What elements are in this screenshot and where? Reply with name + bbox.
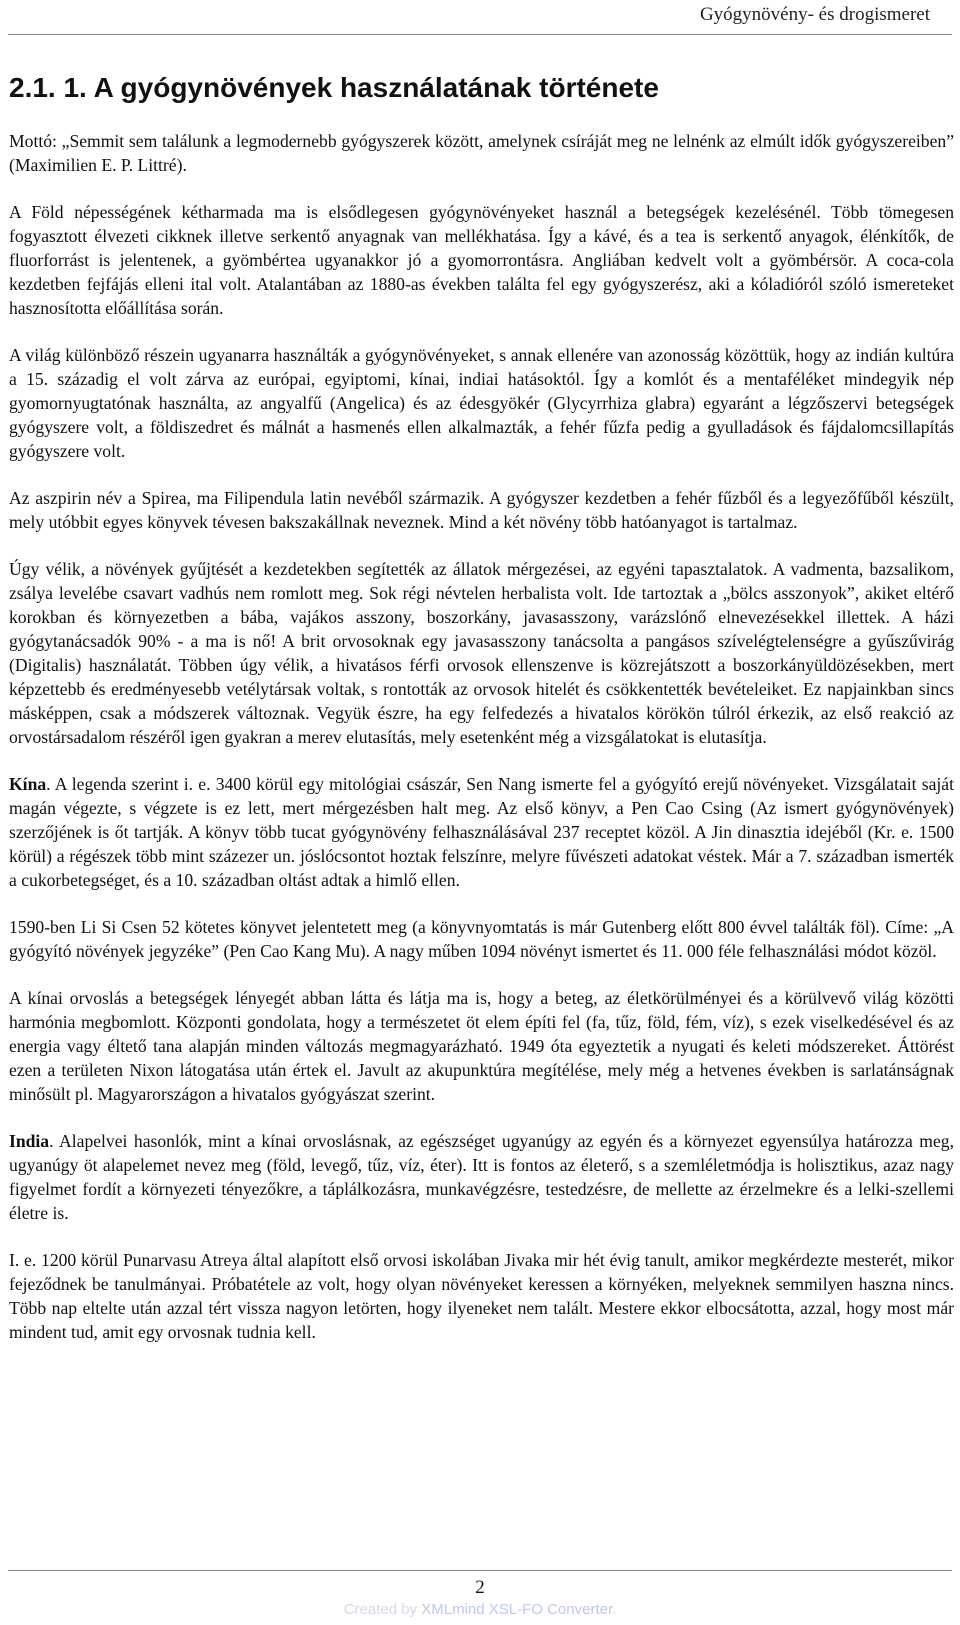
paragraph-lead: Kína [9,774,47,794]
paragraph [9,200,954,320]
paragraph [9,486,954,534]
generator-footer [0,1601,960,1618]
paragraph-india [9,1129,954,1225]
paragraph-text: I. e. 1200 körül Punarvasu Atreya által alapított első orvosi iskolában Jivaka mir hét évig tanult, amikor megkérdezte mesterét, mikor fejeződnek be tanulmányai. Próbatétele az volt, hogy olyan növényeket keressen a környéken, melyeknek semmilyen haszna nincs. Több nap eltelte után azzal tért vissza nagyon letörten, hogy ilyeneket nem talált. Mestere ekkor elbocsátotta, azzal, hogy most már mindent tud, amit egy orvosnak tudnia kell. [9,1250,954,1342]
page-number: 2 [475,1577,485,1598]
footer-prefix: Created by [343,1601,422,1618]
footer-suffix: . [612,1601,617,1618]
section-heading: 2.1. 1. A gyógynövények használatának története [9,72,659,103]
paragraph-text: Úgy vélik, a növények gyűjtését a kezdetekben segítették az állatok mérgezései, az egyéni tapasztalatok. A vadmenta, bazsalikom, zsálya levelébe csavart vadhús nem romlott meg. Sok régi névtelen herbalista volt. Ide tartoztak a „bölcs asszonyok”, akiket eltérő korokban és környezetben a bába, vajákos asszony, boszorkány, javasasszony, varázslónő elnevezésekkel illettek. A házi gyógytanácsadók 90% - a ma is nő! A brit orvosoknak egy javasasszony tanácsolta a pangásos szívelégtelenségre a gyűszűvirág (Digitalis) használatát. Többen úgy vélik, a hivatásos férfi orvosok ellenszenve is közrejátszott a boszorkányüldözésekben, mert képzettebb és eredményesebb vetélytársak voltak, s rontották az orvosok hitelét és csökkentették bevételeiket. Ez napjainkban sincs másképpen, csak a módszerek változnak. Vegyük észre, ha egy felfedezés a hivatalos körökön túlról érkezik, az első reakció az orvostársadalom részéről igen gyakran a merev elutasítás, mely esetenként még a vizsgálatokat is elutasítja. [9,559,954,747]
footer-rule [8,1570,952,1571]
paragraph [9,986,954,1106]
paragraph-text: . A legenda szerint i. e. 3400 körül egy mitológiai császár, Sen Nang ismerte fel a gyógyító erejű növényeket. Vizsgálatait saját magán végezte, s végzete is ez lett, mert mérgezésben halt meg. Az első könyv, a Pen Cao Csing (Az ismert gyógynövények) szerzőjének is őt tartják. A könyv több tucat gyógynövény felhasználásával 237 receptet közöl. A Jin dinasztia idejéből (Kr. e. 1500 körül) a régészek több mint százezer un. jóslócsontot hoztak felszínre, melyre fűvészeti adatokat véstek. Már a 7. században ismerték a cukorbetegséget, és a 10. században oltást adtak a himlő ellen. [9,774,954,890]
paragraph-text: 1590-ben Li Si Csen 52 kötetes könyvet jelentetett meg (a könyvnyomtatás is már Gutenberg előtt 800 évvel találták föl). Címe: „A gyógyító növények jegyzéke” (Pen Cao Kang Mu). A nagy műben 1094 növényt ismertet és 11. 000 féle felhasználási módot közöl. [9,917,954,961]
paragraph [9,915,954,963]
paragraph-text: Az aszpirin név a Spirea, ma Filipendula latin nevéből származik. A gyógyszer kezdetben a fehér fűzből és a legyezőfűből készült, mely utóbbit egyes könyvek tévesen bakszakállnak neveznek. Mind a két növény több hatóanyagot is tartalmaz. [9,488,954,532]
running-header: Gyógynövény- és drogismeret [699,4,930,25]
paragraph-china [9,772,954,892]
paragraph-text: A Föld népességének kétharmada ma is elsődlegesen gyógynövényeket használ a betegségek kezelésénél. Több tömegesen fogyasztott élvezeti cikknek illetve serkentő anyagnak van mellékhatása. Így a kávé, és a tea is serkentő anyagok, élénkítők, de fluorforrást is jelentenek, a gyömbértea ugyanakkor jó a gyomorrontásra. Angliában kedvelt volt a gyömbérsör. A coca-cola kezdetben fejfájás elleni ital volt. Atalantában az 1880-as években találta fel egy gyógyszerész, aki a kóladióról szóló ismereteket hasznosította előállítása során. [9,202,954,318]
paragraph-text: A világ különböző részein ugyanarra használták a gyógynövényeket, s annak ellenére van azonosság közöttük, hogy az indián kultúra a 15. századig el volt zárva az európai, egyiptomi, kínai, indiai hatásoktól. Így a komlót és a mentaféléket mindegyik nép gyomornyugtatónak használta, az angyalfű (Angelica) és az édesgyökér (Glycyrrhiza glabra) egyaránt a légzőszervi betegségek gyógyszere volt, a földiszedret és málnát a hasmenés ellen alkalmazták, a fehér fűzfa pedig a gyulladások és fájdalomcsillapítás gyógyszere volt. [9,345,954,461]
motto-paragraph [9,129,954,177]
paragraph-text: . Alapelvei hasonlók, mint a kínai orvoslásnak, az egészséget ugyanúgy az egyén és a környezet egyensúlya határozza meg, ugyanúgy öt alapelemet nevez meg (föld, levegő, tűz, víz, éter). Itt is fontos az életerő, s a szemléletmódja is holisztikus, azaz nagy figyelmet fordít a környezeti tényezőkre, a táplálkozásra, munkavégzésre, testedzésre, de mellette az érzelmekre és a lelki-szellemi életre is. [9,1131,954,1223]
body-text [9,129,954,1344]
paragraph [9,343,954,463]
paragraph [9,557,954,749]
paragraph-text: Mottó: „Semmit sem találunk a legmodernebb gyógyszerek között, amelynek csíráját meg ne lelnénk az elmúlt idők gyógyszereiben” (Maximilien E. P. Littré). [9,131,954,175]
paragraph-text: A kínai orvoslás a betegségek lényegét abban látta és látja ma is, hogy a beteg, az életkörülményei és a körülvevő világ közötti harmónia megbomlott. Központi gondolata, hogy a természetet öt elem építi fel (fa, tűz, föld, fém, víz), s ezek viselkedésével és az energia vagy éltető tana alapján minden változás megmagyarázható. 1949 óta egyeztetik a nyugati és keleti módszereket. Áttörést ezen a területen Nixon látogatása után értek el. Javult az akupunktúra megítélése, mely még a hetvenes években is sarlatánságnak minősült pl. Magyarországon a hivatalos gyógyászat szerint. [9,988,954,1104]
paragraph-lead: India [9,1131,50,1151]
paragraph [9,1248,954,1344]
footer-brand: XMLmind XSL-FO Converter [421,1601,613,1618]
header-rule [8,34,952,35]
